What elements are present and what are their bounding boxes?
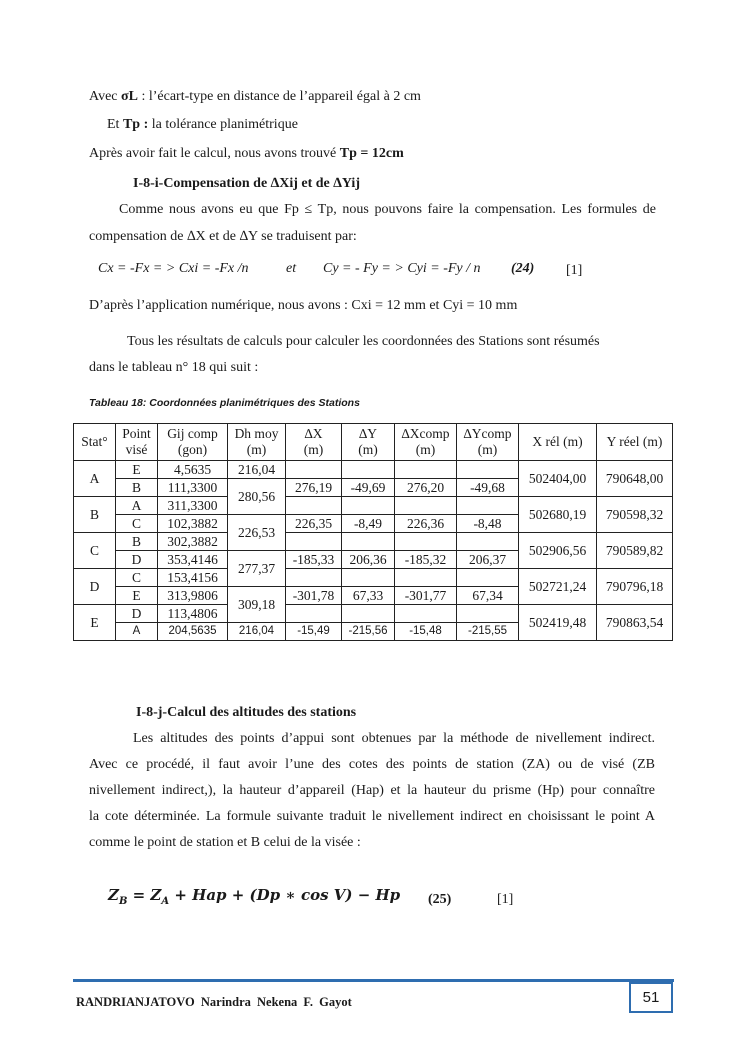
dy-comp-cell: 67,34 xyxy=(457,587,519,605)
dh-cell: 277,37 xyxy=(228,551,286,587)
formula-24-reference: [1] xyxy=(566,263,583,278)
dx-cell: 226,35 xyxy=(286,515,342,533)
dy-cell: -49,69 xyxy=(342,479,395,497)
table-caption: Tableau 18: Coordonnées planimétriques des Stations xyxy=(89,397,360,409)
point-cell: D xyxy=(116,551,158,569)
y-cell: 790598,32 xyxy=(597,497,673,533)
x-cell: 502680,19 xyxy=(519,497,597,533)
gij-cell: 113,4806 xyxy=(158,605,228,623)
station-cell: A xyxy=(74,461,116,497)
formula-et: et xyxy=(286,261,297,276)
table-row xyxy=(74,461,673,479)
point-cell: C xyxy=(116,569,158,587)
dy-cell: -215,56 xyxy=(342,623,395,641)
gij-cell: 313,9806 xyxy=(158,587,228,605)
section-j-line5: comme le point de station et B celui de la visée : xyxy=(89,835,361,850)
header-dy-comp: ∆Ycomp (m) xyxy=(457,424,519,461)
footer-rule xyxy=(73,979,674,982)
point-cell: D xyxy=(116,605,158,623)
dy-cell: 67,33 xyxy=(342,587,395,605)
header-dy: ∆Y (m) xyxy=(342,424,395,461)
gij-cell: 111,3300 xyxy=(158,479,228,497)
dh-cell: 216,04 xyxy=(228,623,286,641)
formula-25-number: (25) xyxy=(428,892,452,907)
section-i-heading: I-8-i-Compensation de ∆Xij et de ∆Yij xyxy=(133,176,360,191)
station-cell: D xyxy=(74,569,116,605)
summary-line1: Tous les résultats de calculs pour calculer les coordonnées des Stations sont résumés xyxy=(127,334,600,349)
y-cell: 790589,82 xyxy=(597,533,673,569)
coordinates-table xyxy=(73,423,673,641)
dx-cell: -185,33 xyxy=(286,551,342,569)
section-i-paragraph-line1: Comme nous avons eu que Fp ≤ Tp, nous pouvons faire la compensation. Les formules de xyxy=(119,202,656,217)
dx-cell: 276,19 xyxy=(286,479,342,497)
dh-cell: 226,53 xyxy=(228,515,286,551)
dx-comp-cell: -301,77 xyxy=(395,587,457,605)
table-header-row xyxy=(74,424,673,461)
point-cell: E xyxy=(116,461,158,479)
point-cell: B xyxy=(116,533,158,551)
gij-cell: 102,3882 xyxy=(158,515,228,533)
dx-cell: -15,49 xyxy=(286,623,342,641)
y-cell: 790796,18 xyxy=(597,569,673,605)
table-row xyxy=(74,605,673,623)
dx-comp-cell: 276,20 xyxy=(395,479,457,497)
header-dh: Dh moy (m) xyxy=(228,424,286,461)
gij-cell: 353,4146 xyxy=(158,551,228,569)
dh-cell: 216,04 xyxy=(228,461,286,479)
dy-cell: -8,49 xyxy=(342,515,395,533)
gij-cell: 204,5635 xyxy=(158,623,228,641)
page-number: 51 xyxy=(629,982,673,1013)
point-cell: E xyxy=(116,587,158,605)
dx-cell: -301,78 xyxy=(286,587,342,605)
point-cell: A xyxy=(116,497,158,515)
formula-25-reference: [1] xyxy=(497,892,514,907)
formula-24-number: (24) xyxy=(511,261,535,276)
x-cell: 502906,56 xyxy=(519,533,597,569)
sigma-definition: Avec σL : l’écart-type en distance de l’appareil égal à 2 cm xyxy=(89,89,421,104)
numerical-result: D’après l’application numérique, nous avons : Cxi = 12 mm et Cyi = 10 mm xyxy=(89,298,518,313)
tp-result: Après avoir fait le calcul, nous avons trouvé Tp = 12cm xyxy=(89,146,404,161)
formula-cx: Cx = -Fx = > Cxi = -Fx /n xyxy=(98,261,249,276)
gij-cell: 311,3300 xyxy=(158,497,228,515)
section-j-line4: la cote déterminée. La formule suivante traduit le nivellement indirect en choisissant le point A xyxy=(89,809,655,824)
header-x-rel: X rél (m) xyxy=(519,424,597,461)
dh-cell: 309,18 xyxy=(228,587,286,623)
station-cell: C xyxy=(74,533,116,569)
section-j-heading: I-8-j-Calcul des altitudes des stations xyxy=(136,705,357,720)
table-row xyxy=(74,533,673,551)
dx-comp-cell: -15,48 xyxy=(395,623,457,641)
section-i-paragraph-line2: compensation de ∆X et de ∆Y se traduisent par: xyxy=(89,229,357,244)
y-cell: 790863,54 xyxy=(597,605,673,641)
dy-comp-cell: -49,68 xyxy=(457,479,519,497)
x-cell: 502404,00 xyxy=(519,461,597,497)
header-dx: ∆X (m) xyxy=(286,424,342,461)
x-cell: 502721,24 xyxy=(519,569,597,605)
gij-cell: 302,3882 xyxy=(158,533,228,551)
dx-comp-cell: 226,36 xyxy=(395,515,457,533)
summary-line2: dans le tableau n° 18 qui suit : xyxy=(89,360,259,375)
point-cell: B xyxy=(116,479,158,497)
x-cell: 502419,48 xyxy=(519,605,597,641)
point-cell: A xyxy=(116,623,158,641)
station-cell: B xyxy=(74,497,116,533)
tp-definition: Et Tp : la tolérance planimétrique xyxy=(107,117,298,132)
header-point-vise: Point visé xyxy=(116,424,158,461)
gij-cell: 4,5635 xyxy=(158,461,228,479)
dx-comp-cell: -185,32 xyxy=(395,551,457,569)
dy-comp-cell: -8,48 xyxy=(457,515,519,533)
station-cell: E xyxy=(74,605,116,641)
header-dx-comp: ∆Xcomp (m) xyxy=(395,424,457,461)
header-y-reel: Y réel (m) xyxy=(597,424,673,461)
dh-cell: 280,56 xyxy=(228,479,286,515)
point-cell: C xyxy=(116,515,158,533)
dy-comp-cell: 206,37 xyxy=(457,551,519,569)
dy-cell: 206,36 xyxy=(342,551,395,569)
formula-25: $Z_B = Z_A$ + Hap + (Dp ∗ cos V) − Hp xyxy=(108,886,401,907)
header-gij: Gij comp (gon) xyxy=(158,424,228,461)
table-row xyxy=(74,569,673,587)
table-row xyxy=(74,497,673,515)
header-station: Stat° xyxy=(74,424,116,461)
section-j-line2: Avec ce procédé, il faut avoir l’une des cotes des points de station (ZA) ou de visé (ZB xyxy=(89,757,655,772)
section-j-line3: nivellement indirect,), la hauteur d’appareil (Hap) et la hauteur du prisme (Hp) pour connaître xyxy=(89,783,655,798)
gij-cell: 153,4156 xyxy=(158,569,228,587)
section-j-line1: Les altitudes des points d’appui sont obtenues par la méthode de nivellement indirect. xyxy=(133,731,655,746)
footer-author: RANDRIANJATOVO Narindra Nekena F. Gayot xyxy=(76,995,352,1009)
dy-comp-cell: -215,55 xyxy=(457,623,519,641)
y-cell: 790648,00 xyxy=(597,461,673,497)
formula-cy: Cy = - Fy = > Cyi = -Fy / n xyxy=(323,261,481,276)
